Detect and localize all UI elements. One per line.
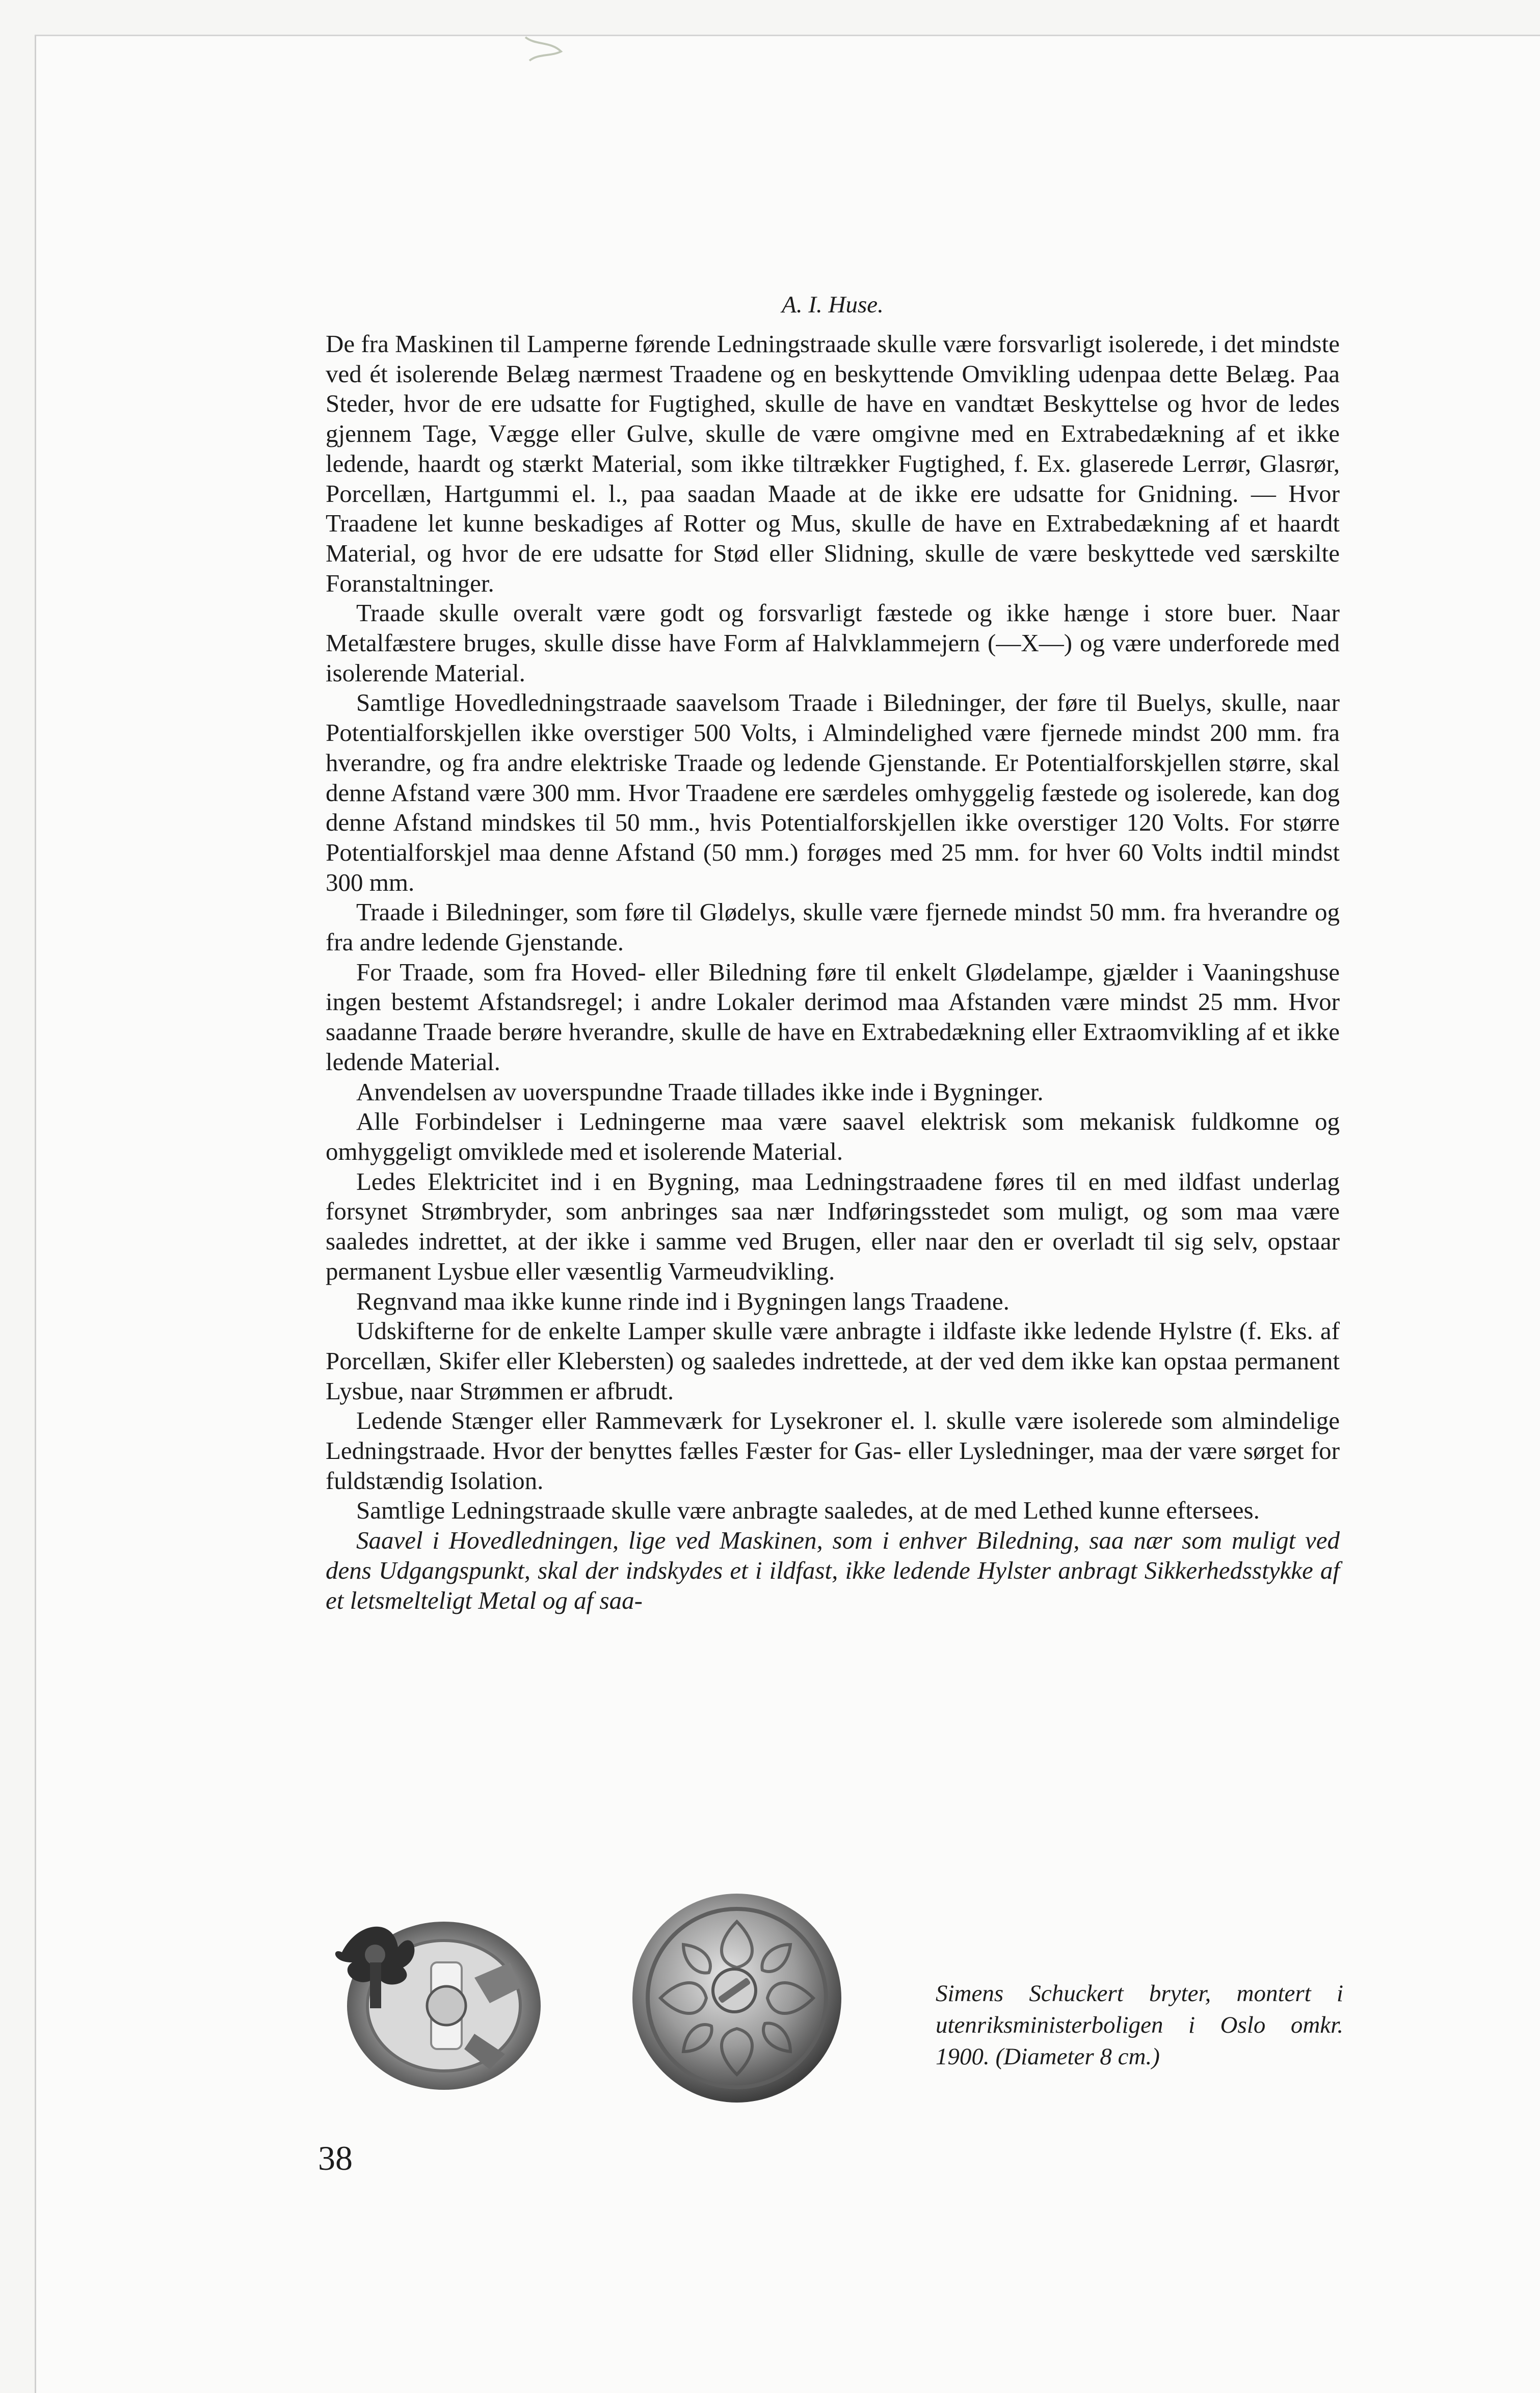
paragraph: For Traade, som fra Hoved- eller Biledning føre til enkelt Glødelampe, gjælder i Vaaningshuse ingen bestemt Afstandsregel; i andre Lokaler derimod maa Afstanden være mindst 25 mm. Hvor saadanne Traade berøre hverandre, skulle de have en Extrabedækning eller Extraomvikling af et ikke ledende Material. [326,958,1340,1076]
paragraph: Samtlige Ledningstraade skulle være anbragte saaledes, at de med Lethed kunne eftersees. [356,1496,1260,1525]
paragraph: Alle Forbindelser i Ledningerne maa være saavel elektrisk som mekanisk fuldkomne og omhyggeligt omviklede med et isolerende Material. [326,1107,1340,1165]
paragraph-italic: Saavel i Hovedledningen, lige ved Maskinen, som i enhver Biledning, saa nær som muligt ved dens Udgangspunkt, skal der indskydes et i ildfast, ikke ledende Hylster anbragt Sikkerhedsstykke af et letsmelteligt Metal og af saa- [326,1526,1340,1614]
switch-cover-photo [625,1886,849,2110]
switch-mechanism-photo [322,1886,551,2100]
paragraph: Ledes Elektricitet ind i en Bygning, maa Ledningstraadene føres til en med ildfast underlag forsynet Strømbryder, som anbringes saa nær Indføringsstedet som muligt, og som maa være saaledes indrettet, at der ikke i samme ved Brugen, eller naar den er overladt til sig selv, opstaar permanent Lysbue eller væsentlig Varmeudvikling. [326,1167,1340,1285]
paragraph: Traade skulle overalt være godt og forsvarligt fæstede og ikke hænge i store buer. Naar Metalfæstere bruges, skulle disse have Form af Halvklammejern (—X—) og være underforede med isolerende Material. [326,599,1340,687]
page-number: 38 [318,2139,353,2177]
book-page [35,35,1540,2393]
paragraph: Udskifterne for de enkelte Lamper skulle være anbragte i ildfaste ikke ledende Hylstre (f. Eks. af Porcellæn, Skifer eller Klebersten) og saaledes indrettede, at der ved dem ikke kan opstaa permanent Lysbue, naar Strømmen er afbrudt. [326,1317,1340,1405]
paragraph: Traade i Biledninger, som føre til Glødelys, skulle være fjernede mindst 50 mm. fra hverandre og fra andre ledende Gjenstande. [326,898,1340,956]
paragraph: Ledende Stænger eller Rammeværk for Lysekroner el. l. skulle være isolerede som almindelige Ledningstraade. Hvor der benyttes fælles Fæster for Gas- eller Lysledninger, maa der være sørget for fuldstændig Isolation. [326,1406,1340,1495]
body-text [326,329,1340,1615]
paragraph: Regnvand maa ikke kunne rinde ind i Bygningen langs Traadene. [356,1287,1010,1315]
running-header: A. I. Huse. [782,291,884,318]
figure-caption: Simens Schuckert bryter, montert i utenriksministerboligen i Oslo omkr. 1900. (Diameter 8 cm.) [936,1980,1343,2070]
binding-tag-mark [515,36,571,67]
paragraph: Anvendelsen av uoverspundne Traade tillades ikke inde i Bygninger. [356,1077,1044,1106]
paragraph: Samtlige Hovedledningstraade saavelsom Traade i Biledninger, der føre til Buelys, skulle, naar Potentialforskjellen ikke overstiger 500 Volts, i Almindelighed være fjernede mindst 200 mm. fra hverandre, og fra andre elektriske Traade og ledende Gjenstande. Er Potentialforskjellen større, skal denne Afstand være 300 mm. Hvor Traadene ere særdeles omhyggelig fæstede og isolerede, kan dog denne Afstand mindskes til 50 mm., hvis Potentialforskjellen ikke overstiger 120 Volts. For større Potentialforskjel maa denne Afstand (50 mm.) forøges med 25 mm. for hver 60 Volts indtil mindst 300 mm. [326,688,1340,896]
paragraph: De fra Maskinen til Lamperne førende Ledningstraade skulle være forsvarligt isolerede, i det mindste ved ét isolerende Belæg nærmest Traadene og en beskyttende Omvikling udenpaa dette Belæg. Paa Steder, hvor de ere udsatte for Fugtighed, skulle de have en vandtæt Beskyttelse og hvor de ledes gjennem Tage, Vægge eller Gulve, skulle de være omgivne med en Extrabedækning af et ikke ledende, haardt og stærkt Material, som ikke tiltrækker Fugtighed, f. Ex. glaserede Lerrør, Glasrør, Porcellæn, Hartgummi el. l., paa saadan Maade at de ikke ere udsatte for Gnidning. — Hvor Traadene let kunne beskadiges af Rotter og Mus, skulle de have en Extrabedækning af et haardt Material, og hvor de ere udsatte for Stød eller Slidning, skulle de være beskyttede ved særskilte Foranstaltninger. [326,330,1340,597]
